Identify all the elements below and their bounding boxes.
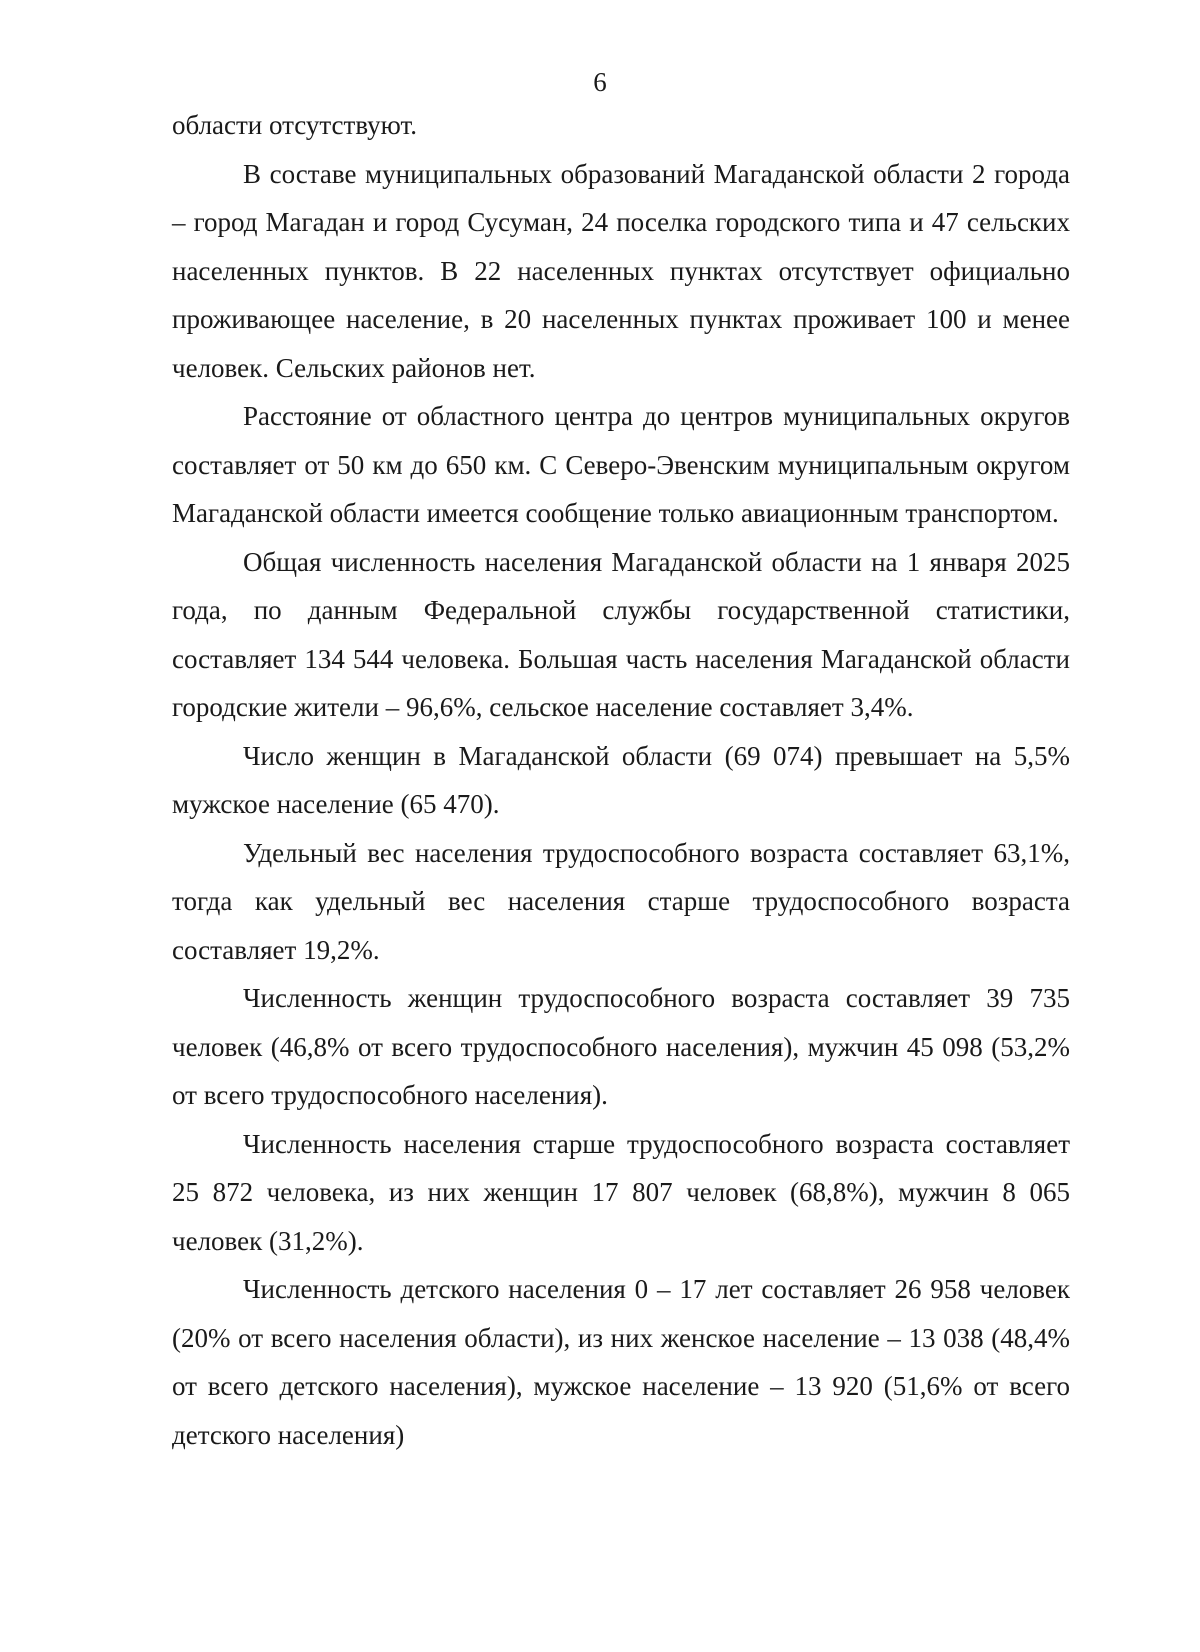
paragraph-total-population: Общая численность населения Магаданской области на 1 января 2025 года, по данным Федеральной службы государственной статистики, составляет 134 544 человека. Большая часть населения Магаданской области городские жители – 96,6%, сельское население составляет 3,4%. [172, 546, 1070, 722]
paragraph-working-age-share: Удельный вес населения трудоспособного возраста составляет 63,1%, тогда как удельный вес населения старше трудоспособного возраста составляет 19,2%. [172, 837, 1070, 965]
paragraph-municipalities: В составе муниципальных образований Магаданской области 2 города – город Магадан и город Сусуман, 24 поселка городского типа и 47 сельских населенных пунктов. В 22 населенных пунктах отсутствует официально проживающее население, в 20 населенных пунктах проживает 100 и менее человек. Сельских районов нет. [172, 158, 1070, 383]
paragraph-working-age-by-sex: Численность женщин трудоспособного возраста составляет 39 735 человек (46,8% от всего трудоспособного населения), мужчин 45 098 (53,2% от всего трудоспособного населения). [172, 983, 1070, 1110]
page-number: 6 [593, 67, 607, 97]
paragraph-retirement-age: Численность населения старше трудоспособного возраста составляет 25 872 человека, из них женщин 17 807 человек (68,8%), мужчин 8 065 человек (31,2%). [172, 1128, 1070, 1256]
paragraph-distances: Расстояние от областного центра до центров муниципальных округов составляет от 50 км до 650 км. С Северо-Эвенским муниципальным округом Магаданской области имеется сообщение только авиационным транспортом. [172, 401, 1070, 528]
paragraph-continuation: области отсутствуют. [172, 110, 417, 140]
paragraph-women-men: Число женщин в Магаданской области (69 074) превышает на 5,5% мужское население (65 470). [172, 740, 1070, 819]
paragraph-children: Численность детского населения 0 – 17 лет составляет 26 958 человек (20% от всего населения области), из них женское население – 13 038 (48,4% от всего детского населения), мужское население – 13 920 (51,6% от всего детского населения) [172, 1274, 1070, 1450]
document-body [172, 101, 1070, 1459]
